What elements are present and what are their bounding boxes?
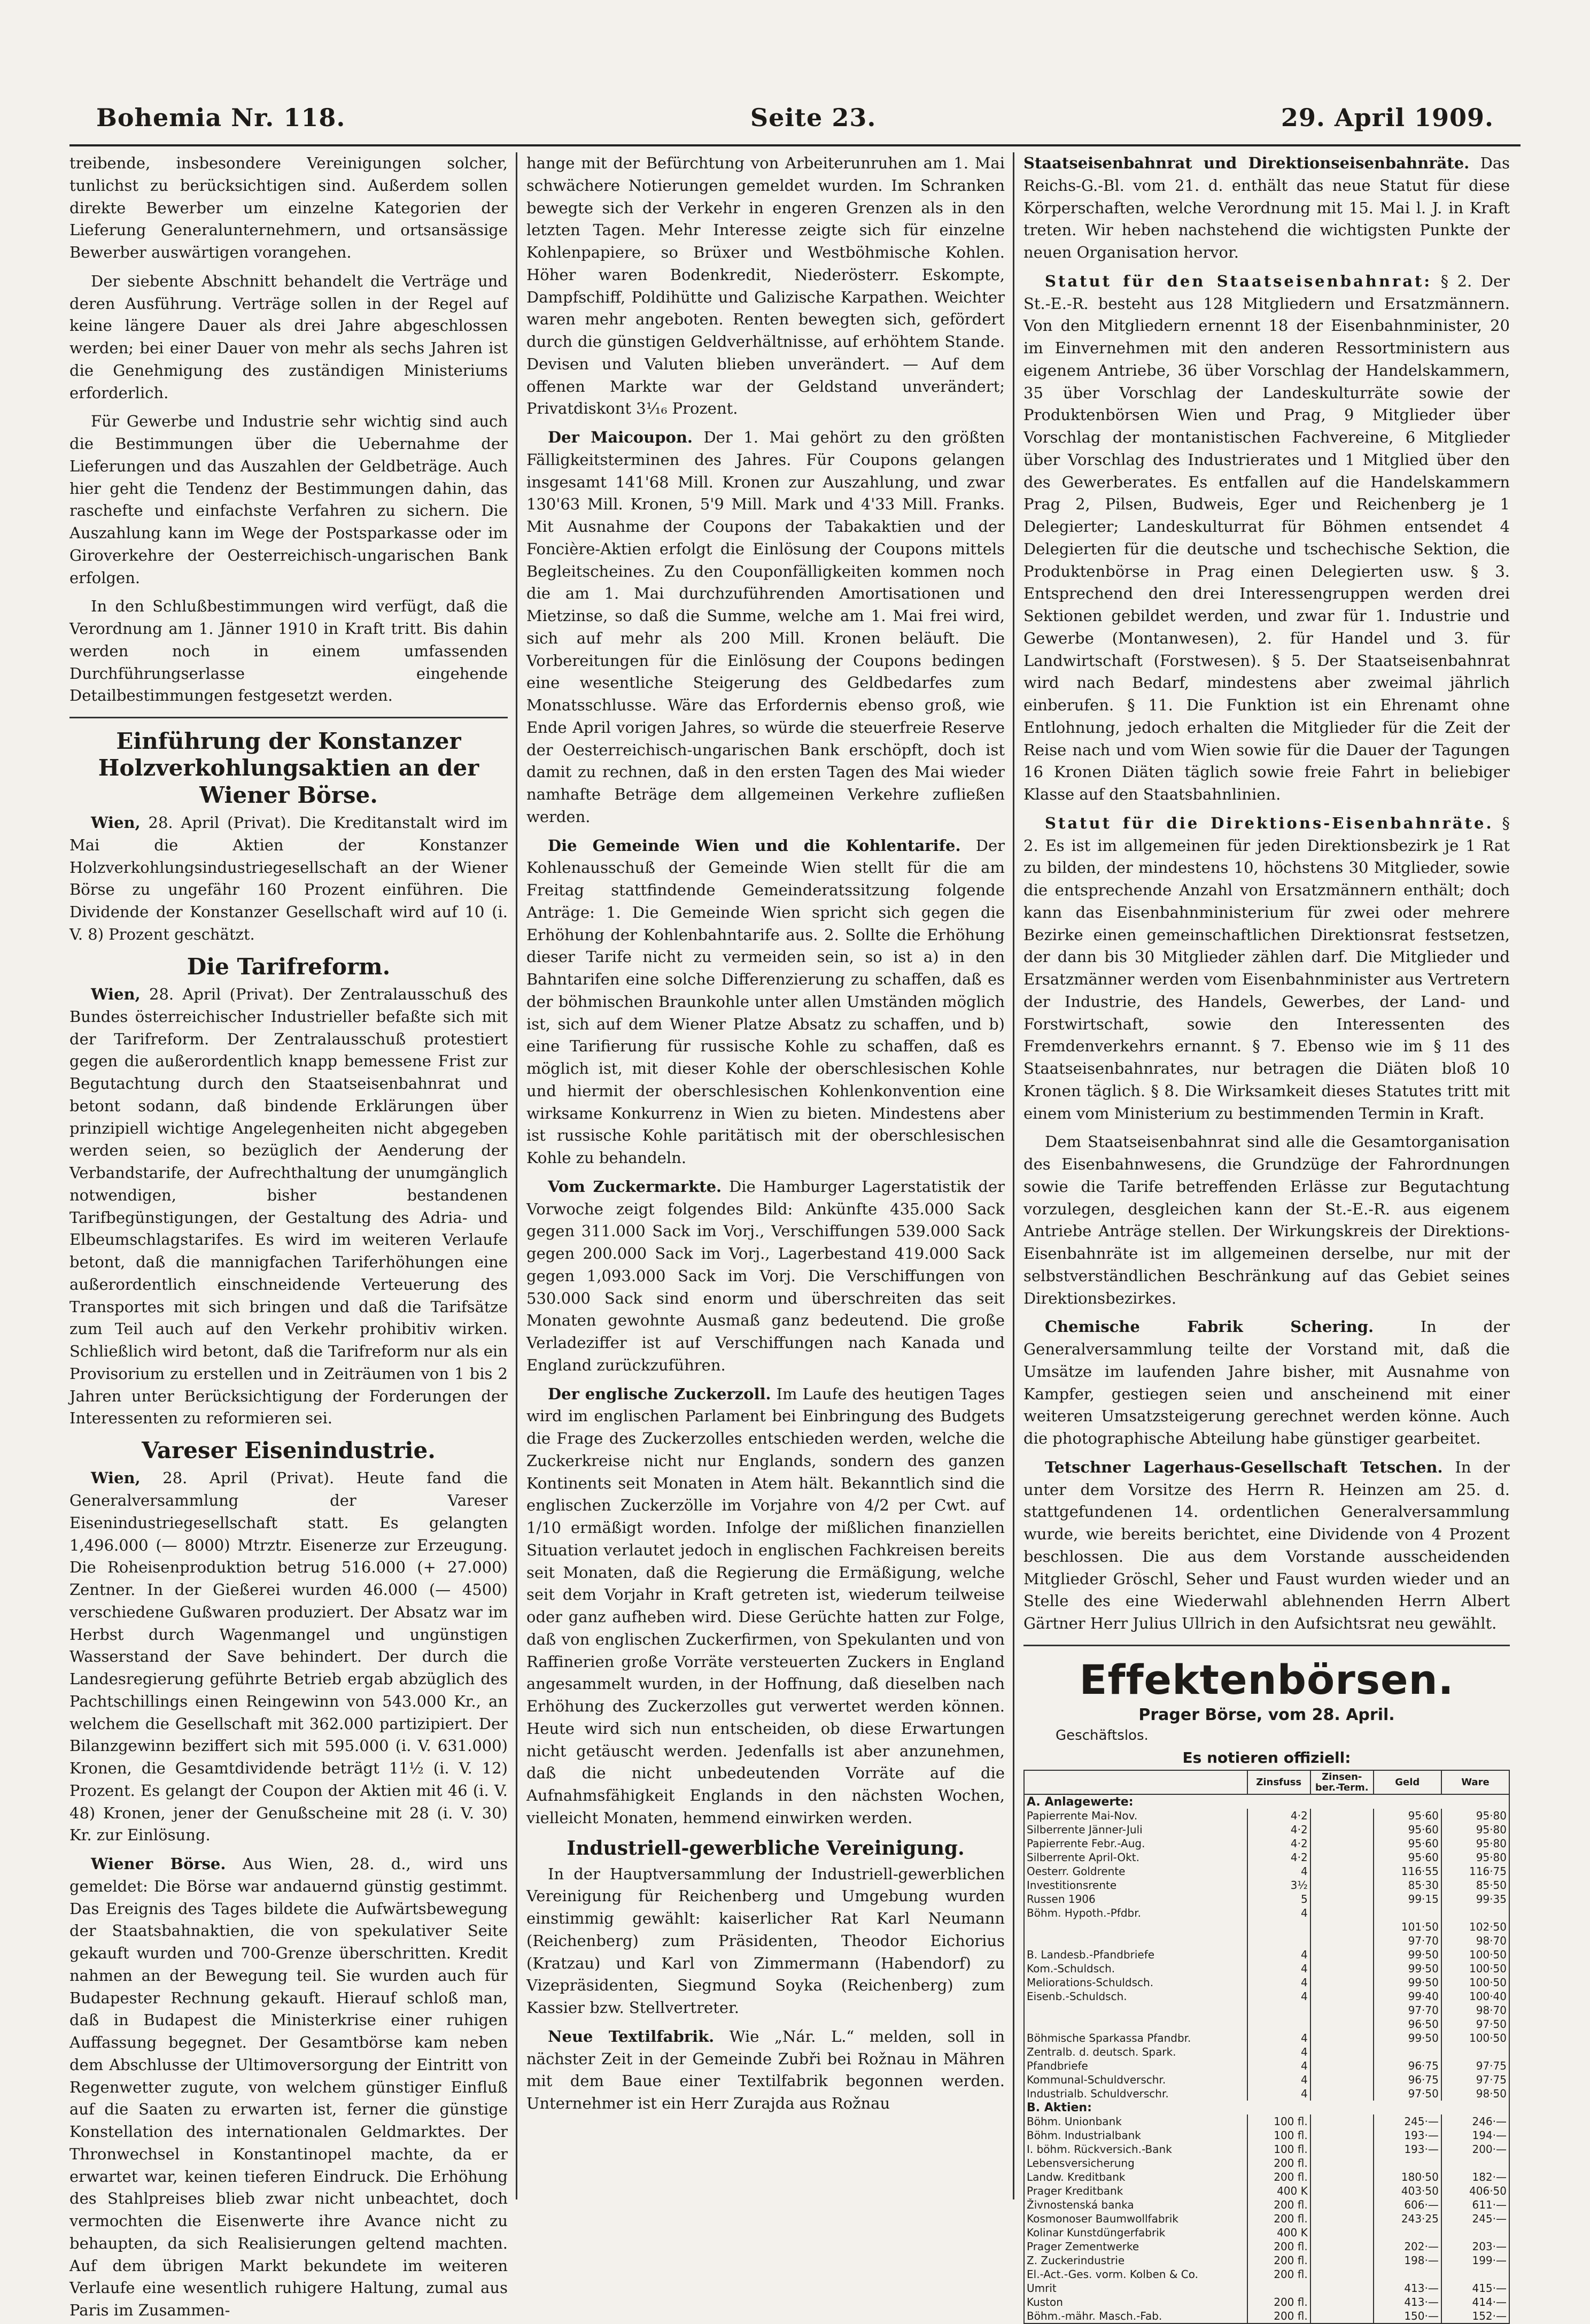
headline-vereinigung: Industriell-gewerbliche Vereinigung. xyxy=(567,1837,965,1860)
table-row xyxy=(1024,1892,1509,1906)
quote-geld: 193·— xyxy=(1374,2128,1441,2142)
quote-ware: 100·50 xyxy=(1441,1976,1509,1989)
security-term xyxy=(1310,1976,1374,1989)
security-name: Papierrente Mai-Nov. xyxy=(1024,1809,1247,1823)
table-row xyxy=(1024,2045,1509,2059)
security-term xyxy=(1310,2240,1374,2253)
security-rate: 4 xyxy=(1247,2087,1310,2101)
quote-geld: 96·50 xyxy=(1374,2017,1441,2031)
article-paragraph: In den Schlußbestimmungen wird verfügt, daß die Verordnung am 1. Jänner 1910 in Kraft tritt. Bis dahin werden noch in einem umfassenden Durchführungserlasse eingehende Detailbestimmungen festgesetzt werden. xyxy=(69,597,508,705)
quote-ware: 97·75 xyxy=(1441,2073,1509,2087)
security-rate: 400 K xyxy=(1247,2226,1310,2240)
security-name: Kolinar Kunstdüngerfabrik xyxy=(1024,2226,1247,2240)
article-lead: Chemische Fabrik Schering. xyxy=(1045,1318,1374,1336)
column-divider xyxy=(516,152,517,2199)
quote-ware: 100·50 xyxy=(1441,1948,1509,1962)
quote-ware: 194·— xyxy=(1441,2128,1509,2142)
col-header-term: Zinsen-ber.-Term. xyxy=(1310,1770,1374,1795)
security-term xyxy=(1310,1962,1374,1976)
security-term xyxy=(1310,2184,1374,2198)
quote-geld: 99·50 xyxy=(1374,1948,1441,1962)
article-lead: Der Maicoupon. xyxy=(548,428,693,446)
security-term xyxy=(1310,2281,1374,2295)
quote-ware xyxy=(1441,2156,1509,2170)
article-lead: Die Gemeinde Wien und die Kohlentarife. xyxy=(548,836,961,855)
article-paragraph: Für Gewerbe und Industrie sehr wichtig sind auch die Bestimmungen über die Uebernahme der Lieferungen und das Auszahlen der Geldbeträge. Auch hier geht die Tendenz der Bestimmungen dahin, das raschefte und einfachste Verfahren zu sichern. Die Auszahlung kann im Wege der Postsparkasse oder im Giroverkehre der Oesterreichisch-ungarischen Bank erfolgen. xyxy=(69,412,508,587)
article-paragraph: Der siebente Abschnitt behandelt die Verträge und deren Ausführung. Verträge sollen in der Regel auf keine längere Dauer als drei Jahre abgeschlossen werden; bei einer Dauer von mehr als sechs Jahren ist die Genehmigung des zuständigen Ministeriums erforderlich. xyxy=(69,272,508,402)
article-lead: Der englische Zuckerzoll. xyxy=(548,1384,771,1403)
security-term xyxy=(1310,2114,1374,2128)
security-rate: 4 xyxy=(1247,2031,1310,2045)
table-row xyxy=(1024,2295,1509,2309)
quote-geld: 85·30 xyxy=(1374,1878,1441,1892)
quote-ware xyxy=(1441,2267,1509,2281)
quote-geld xyxy=(1374,2045,1441,2059)
security-term xyxy=(1310,2295,1374,2309)
quote-geld: 99·40 xyxy=(1374,1989,1441,2003)
table-row xyxy=(1024,2003,1509,2017)
security-name xyxy=(1024,2017,1247,2031)
quote-geld: 99·50 xyxy=(1374,2031,1441,2045)
quote-geld: 95·60 xyxy=(1374,1837,1441,1850)
section-label: B. Aktien: xyxy=(1024,2101,1509,2114)
security-term xyxy=(1310,2226,1374,2240)
quote-ware: 199·— xyxy=(1441,2253,1509,2267)
dateline: Wien, xyxy=(91,814,141,832)
table-row xyxy=(1024,1920,1509,1934)
table-row xyxy=(1024,1809,1509,1823)
article-text: § 2. Es ist im allgemeinen für jeden Direktionsbezirk je 1 Rat zu bilden, der mindestens 10, höchstens 30 Mitglieder, sowie die entsprechende Anzahl von Ersatzmännern enthält; doch kann das Eisenbahnministerium für zwei oder mehrere Bezirke einen gemeinschaftlichen Direktionsrat festsetzen, der dann bis 30 Mitglieder zählen darf. Die Mitglieder und Ersatzmänner werden vom Eisenbahnminister aus Vertretern der Industrie, des Handels, Gewerbes, der Land- und Forstwirtschaft, sowie den Interessenten des Fremdenverkehrs ernannt. § 7. Ebenso wie im § 11 des Staatseisenbahnrates, nur betragen die Diäten bloß 10 Kronen täglich. § 8. Die Wirksamkeit dieses Statutes tritt mit einem vom Ministerium zu bestimmenden Termin in Kraft. xyxy=(1023,814,1510,1122)
security-rate: 100 fl. xyxy=(1247,2128,1310,2142)
security-name: Kuston xyxy=(1024,2295,1247,2309)
quote-ware xyxy=(1441,2226,1509,2240)
quote-geld: 606·— xyxy=(1374,2198,1441,2212)
quote-ware: 98·70 xyxy=(1441,1934,1509,1948)
security-name: Z. Zuckerindustrie xyxy=(1024,2253,1247,2267)
headline-konstanzer: Einführung der Konstanzer Holzverkohlungsaktien an der Wiener Börse. xyxy=(98,728,479,808)
table-row xyxy=(1024,1850,1509,1864)
quote-geld: 95·60 xyxy=(1374,1850,1441,1864)
security-term xyxy=(1310,1989,1374,2003)
table-row xyxy=(1024,2114,1509,2128)
quote-geld xyxy=(1374,2156,1441,2170)
issue-label: Bohemia Nr. 118. xyxy=(96,103,346,132)
security-rate: 4·2 xyxy=(1247,1823,1310,1837)
article-text: Das Reichs-G.-Bl. vom 21. d. enthält das neue Statut für diese Körperschaften, welche Verordnung mit 15. Mai l. J. in Kraft treten. Wir heben nachstehend die wichtigsten Punkte der neuen Organisation hervor. xyxy=(1023,154,1510,261)
security-term xyxy=(1310,1864,1374,1878)
security-name xyxy=(1024,1934,1247,1948)
security-name: Böhm. Unionbank xyxy=(1024,2114,1247,2128)
quote-ware: 99·35 xyxy=(1441,1892,1509,1906)
security-term xyxy=(1310,2212,1374,2226)
quote-ware: 97·75 xyxy=(1441,2059,1509,2073)
table-row xyxy=(1024,1837,1509,1850)
table-row xyxy=(1024,2031,1509,2045)
column-2 xyxy=(526,152,1005,2199)
dateline: Wien, xyxy=(91,1469,141,1488)
security-name: Eisenb.-Schuldsch. xyxy=(1024,1989,1247,2003)
boersen-official: Es notieren offiziell: xyxy=(1182,1748,1351,1767)
article-text: 28. April (Privat). Die Kreditanstalt wird im Mai die Aktien der Konstanzer Holzverkohlungsindustriegesellschaft an der Wiener Börse zu ungefähr 160 Prozent einführen. Die Dividende der Konstanzer Gesellschaft wird auf 10 (i. V. 8) Prozent geschätzt. xyxy=(69,814,508,943)
quote-geld: 95·60 xyxy=(1374,1809,1441,1823)
quote-ware: 182·— xyxy=(1441,2170,1509,2184)
quote-ware: 100·40 xyxy=(1441,1989,1509,2003)
article-text: In der unter dem Vorsitze des Herrn R. Heinzen am 25. d. stattgefundenen 14. ordentlichen Generalversammlung wurde, wie bereits berichtet, eine Dividende von 4 Prozent beschlossen. Die aus dem Vorstande ausscheidenden Mitglieder Gröschl, Seher und Faust wurden wieder und an Stelle des eine Wiederwahl ablehnenden Herrn Albert Gärtner Herr Julius Ullrich in den Aufsichtsrat neu gewählt. xyxy=(1023,1458,1510,1632)
article-paragraph: Dem Staatseisenbahnrat sind alle die Gesamtorganisation des Eisenbahnwesens, die Grundzüge der Fahrordnungen sowie die Tarife betreffenden Erlässe zur Begutachtung vorzulegen, desgleichen kann der St.-E.-R. aus eigenem Antriebe Anträge stellen. Der Wirkungskreis der Direktions-Eisenbahnräte ist im allgemeinen derselbe, nur mit der selbstverständlichen Beschränkung auf das Gebiet seines Direktionsbezirkes. xyxy=(1023,1133,1510,1307)
article-text: Wie „Nár. L.“ melden, soll in nächster Zeit in der Gemeinde Zubři bei Rožnau in Mähren mit dem Baue einer Textilfabrik begonnen werden. Unternehmer ist ein Herr Zurajda aus Rožnau xyxy=(526,2027,1005,2113)
security-term xyxy=(1310,2142,1374,2156)
table-row xyxy=(1024,1976,1509,1989)
security-name: Investitionsrente xyxy=(1024,1878,1247,1892)
security-term xyxy=(1310,2267,1374,2281)
security-rate xyxy=(1247,1920,1310,1934)
table-row xyxy=(1024,2212,1509,2226)
quotes-header-row xyxy=(1024,1770,1509,1795)
quote-ware: 414·— xyxy=(1441,2295,1509,2309)
column-divider xyxy=(1013,152,1014,2199)
quote-ware: 85·50 xyxy=(1441,1878,1509,1892)
article-paragraph: hange mit der Befürchtung von Arbeiterunruhen am 1. Mai schwächere Notierungen gemeldet wurden. Im Schranken bewegte sich der Verkehr in engeren Grenzen als in den letzten Tagen. Mehr Interesse zeigte sich für einzelne Kohlenpapiere, so Brüxer und Westböhmische Kohlen. Höher waren Bodenkredit, Niederösterr. Eskompte, Dampfschiff, Poldihütte und Galizische Karpathen. Weichter waren mehr angeboten. Renten bewegten sich, gefördert durch die günstigen Geldverhältnisse, auf erhöhtem Stande. Devisen und Valuten blieben unverändert. — Auf dem offenen Markte war der Geldstand unverändert; Privatdiskont 3⅟₁₆ Prozent. xyxy=(526,154,1005,418)
quote-geld: 97·70 xyxy=(1374,1934,1441,1948)
security-term xyxy=(1310,2045,1374,2059)
quote-ware: 245·— xyxy=(1441,2212,1509,2226)
article-paragraph: In der Hauptversammlung der Industriell-gewerblichen Vereinigung für Reichenberg und Umgebung wurden einstimmig gewählt: kaiserlicher Rat Karl Neumann (Reichenberg) zum Präsidenten, Theodor Eichorius (Kratzau) und Karl von Zimmermann (Habendorf) zu Vizepräsidenten, Siegmund Soyka (Reichenberg) zum Kassier bzw. Stellvertreter. xyxy=(526,1864,1005,2017)
issue-date: 29. April 1909. xyxy=(1281,103,1494,132)
security-term xyxy=(1310,2087,1374,2101)
section-rule xyxy=(69,717,508,718)
boersen-status: Geschäftslos. xyxy=(1056,1727,1149,1744)
quote-geld: 96·75 xyxy=(1374,2073,1441,2087)
header-rule xyxy=(69,144,1521,146)
security-term xyxy=(1310,1809,1374,1823)
security-rate xyxy=(1247,2281,1310,2295)
security-rate: 4 xyxy=(1247,2073,1310,2087)
security-name xyxy=(1024,2003,1247,2017)
security-rate: 4 xyxy=(1247,1864,1310,1878)
article-text: Der 1. Mai gehört zu den größten Fälligkeitsterminen des Jahres. Für Coupons gelangen insgesamt 141'68 Mill. Kronen zur Auszahlung, und zwar 130'63 Mill. Kronen, 5'9 Mill. Mark und 4'33 Mill. Franks. Mit Ausnahme der Coupons der Tabakaktien und der Foncière-Aktien erfolgt die Einlösung der Coupons mittels Begleitscheines. Zu den Couponfälligkeiten kommen noch die am 1. Mai durchzuführenden Amortisationen und Mietzinse, so daß die Summe, welche am 1. Mai frei wird, sich auf mehr als 200 Mill. Kronen beläuft. Die Vorbereitungen für die Einlösung der Coupons bedingen eine wesentliche Steigerung des Geldbedarfes zum Monatsschlusse. Wäre das Erfordernis ebenso groß, wie Ende April vorigen Jahres, so würde die steuerfreie Reserve der Oesterreichisch-ungarischen Bank erschöpft, doch ist damit zu rechnen, daß in den ersten Tagen des Mai wieder namhafte Beträge dem allgemeinen Verkehre zufließen werden. xyxy=(526,428,1005,826)
security-rate: 3½ xyxy=(1247,1878,1310,1892)
quote-ware: 98·50 xyxy=(1441,2087,1509,2101)
security-rate: 200 fl. xyxy=(1247,2295,1310,2309)
article-text: Die Hamburger Lagerstatistik der Vorwoche zeigt folgendes Bild: Ankünfte 435.000 Sack gegen 311.000 Sack im Vorj., Verschiffungen 539.000 Sack gegen 200.000 Sack im Vorj., Lagerbestand 419.000 Sack gegen 1,093.000 Sack im Vorj. Die Verschiffungen von 530.000 Sack sind enorm und überschreiten das seit Monaten gewohnte Ausmaß ganz bedeutend. Die große Verladeziffer ist auf Verschiffungen nach Kanada und England zurückzuführen. xyxy=(526,1177,1005,1374)
quote-geld: 193·— xyxy=(1374,2142,1441,2156)
headline-tarifreform: Die Tarifreform. xyxy=(187,953,391,980)
security-name: Zentralb. d. deutsch. Spark. xyxy=(1024,2045,1247,2059)
quote-geld xyxy=(1374,2267,1441,2281)
quote-ware xyxy=(1441,2045,1509,2059)
article-lead: Vom Zuckermarkte. xyxy=(548,1177,722,1196)
quote-geld: 96·75 xyxy=(1374,2059,1441,2073)
security-name: Landw. Kreditbank xyxy=(1024,2170,1247,2184)
table-row xyxy=(1024,2267,1509,2281)
table-row xyxy=(1024,2281,1509,2295)
quote-geld: 116·55 xyxy=(1374,1864,1441,1878)
security-rate: 5 xyxy=(1247,1892,1310,1906)
security-rate: 4 xyxy=(1247,1948,1310,1962)
table-row xyxy=(1024,2253,1509,2267)
security-name: Kommunal-Schuldverschr. xyxy=(1024,2073,1247,2087)
security-name: El.-Act.-Ges. vorm. Kolben & Co. xyxy=(1024,2267,1247,2281)
article-paragraph: treibende, insbesondere Vereinigungen solcher, tunlichst zu berücksichtigen sind. Außerdem sollen direkte Bewerber um einzelne Kategorien der Lieferung Generalunternehmern, und ortsansässige Bewerber auswärtigen vorangehen. xyxy=(69,154,508,261)
security-name: Umrit xyxy=(1024,2281,1247,2295)
quote-geld: 243·25 xyxy=(1374,2212,1441,2226)
statute-heading: Statut für den Staatseisenbahnrat: xyxy=(1045,272,1432,290)
security-term xyxy=(1310,1906,1374,1920)
quote-ware: 406·50 xyxy=(1441,2184,1509,2198)
quote-ware: 97·50 xyxy=(1441,2017,1509,2031)
table-row xyxy=(1024,2142,1509,2156)
security-rate: 100 fl. xyxy=(1247,2142,1310,2156)
security-term xyxy=(1310,2198,1374,2212)
security-rate: 4 xyxy=(1247,1989,1310,2003)
security-term xyxy=(1310,2170,1374,2184)
article-lead: Staatseisenbahnrat und Direktionseisenbahnräte. xyxy=(1023,154,1470,172)
security-term xyxy=(1310,2031,1374,2045)
security-term xyxy=(1310,1837,1374,1850)
table-row xyxy=(1024,1989,1509,2003)
article-text: 28. April (Privat). Der Zentralausschuß des Bundes österreichischer Industrieller befaßte sich mit der Tarifreform. Der Zentralausschuß protestiert gegen die außerordentlich knapp bemessene Frist zur Begutachtung durch den Staatseisenbahnrat und betont sodann, daß bindende Erklärungen über prinzipiell wichtige Angelegenheiten nicht abgegeben werden seien, so bezüglich der Aenderung der Verbandstarife, der Aufrechthaltung der unumgänglich notwendigen, bisher bestandenen Tarifbegünstigungen, der Gestaltung des Adria- und Elbeumschlagstarifes. Es wird im weiteren Verlaufe betont, daß die mannigfachen Tariferhöhungen eine außerordentlich einschneidende Verteuerung des Transportes mit sich bringen und daß die Tarifsätze zum Teil auch auf den Verkehr prohibitiv wirken. Schließlich wird betont, daß die Tarifreform nur als ein Provisorium zu erstellen und in Zeiträumen von 1 bis 2 Jahren unter Berücksichtigung der Forderungen der Interessenten zu reformieren sei. xyxy=(69,985,508,1428)
security-rate: 200 fl. xyxy=(1247,2309,1310,2323)
security-rate: 4·2 xyxy=(1247,1809,1310,1823)
col-header-name xyxy=(1024,1770,1247,1795)
security-name: B. Landesb.-Pfandbriefe xyxy=(1024,1948,1247,1962)
article-lead: Wiener Börse. xyxy=(91,1855,226,1873)
quote-geld: 198·— xyxy=(1374,2253,1441,2267)
quotes-table xyxy=(1023,1770,1510,2324)
quote-geld xyxy=(1374,2226,1441,2240)
quote-ware: 203·— xyxy=(1441,2240,1509,2253)
security-name: Oesterr. Goldrente xyxy=(1024,1864,1247,1878)
table-row xyxy=(1024,2059,1509,2073)
security-rate: 200 fl. xyxy=(1247,2267,1310,2281)
security-rate: 4 xyxy=(1247,1976,1310,1989)
security-term xyxy=(1310,2017,1374,2031)
security-term xyxy=(1310,2073,1374,2087)
table-row xyxy=(1024,1948,1509,1962)
security-name: Kom.-Schuldsch. xyxy=(1024,1962,1247,1976)
security-term xyxy=(1310,1850,1374,1864)
quote-ware: 98·70 xyxy=(1441,2003,1509,2017)
security-name: Kosmonoser Baumwollfabrik xyxy=(1024,2212,1247,2226)
security-term xyxy=(1310,1948,1374,1962)
security-term xyxy=(1310,2003,1374,2017)
table-row xyxy=(1024,2087,1509,2101)
security-name: Silberrente April-Okt. xyxy=(1024,1850,1247,1864)
quote-geld: 97·70 xyxy=(1374,2003,1441,2017)
page-number: Seite 23. xyxy=(750,103,877,132)
quote-ware: 100·50 xyxy=(1441,1962,1509,1976)
column-3 xyxy=(1023,152,1510,2323)
quote-ware xyxy=(1441,1906,1509,1920)
quote-geld: 413·— xyxy=(1374,2281,1441,2295)
quote-ware: 102·50 xyxy=(1441,1920,1509,1934)
table-row xyxy=(1024,2128,1509,2142)
table-row xyxy=(1024,2156,1509,2170)
security-rate: 4 xyxy=(1247,1906,1310,1920)
col-header-ware: Ware xyxy=(1441,1770,1509,1795)
security-name: Lebensversicherung xyxy=(1024,2156,1247,2170)
security-rate: 100 fl. xyxy=(1247,2114,1310,2128)
security-name: Pfandbriefe xyxy=(1024,2059,1247,2073)
quote-geld: 99·15 xyxy=(1374,1892,1441,1906)
security-rate: 200 fl. xyxy=(1247,2240,1310,2253)
quote-ware: 116·75 xyxy=(1441,1864,1509,1878)
quote-ware: 611·— xyxy=(1441,2198,1509,2212)
security-name: Industrialb. Schuldverschr. xyxy=(1024,2087,1247,2101)
table-row xyxy=(1024,2198,1509,2212)
security-term xyxy=(1310,2253,1374,2267)
table-section-row xyxy=(1024,2101,1509,2114)
quote-ware: 415·— xyxy=(1441,2281,1509,2295)
table-row xyxy=(1024,2240,1509,2253)
table-row xyxy=(1024,2170,1509,2184)
quote-geld: 180·50 xyxy=(1374,2170,1441,2184)
column-1 xyxy=(69,152,508,2320)
col-header-geld: Geld xyxy=(1374,1770,1441,1795)
quote-geld xyxy=(1374,1906,1441,1920)
boersen-title: Effektenbörsen. xyxy=(1079,1655,1454,1703)
article-text: § 2. Der St.-E.-R. besteht aus 128 Mitgliedern und Ersatzmännern. Von den Mitgliedern ernennt 18 der Eisenbahnminister, 20 im Einvernehmen mit den anderen Ressortministern aus eigenem Antriebe, 36 über Vorschlag der Handelskammern, 35 über Vorschlag der Landeskulturräte sowie der Produktenbörsen Wien und Prag, 9 Mitglieder über Vorschlag der montanistischen Fachvereine, 6 Mitglieder über Vorschlag des Industrierates und 1 Mitglied über den des Gewerberates. Es entfallen auf die Handelskammern Prag 2, Pilsen, Budweis, Eger und Reichenberg je 1 Delegierter; Landeskulturrat für Böhmen entsendet 4 Delegierten für die deutsche und tschechische Sektion, die Produktenbörse in Prag einen Delegierten usw. § 3. Entsprechend den drei Interessengruppen werden drei Sektionen gebildet werden, und zwar für 1. Industrie und Gewerbe (Montanwesen), 2. für Handel und 3. für Landwirtschaft (Forstwesen). § 5. Der Staatseisenbahnrat wird nach Bedarf, mindestens aber zweimal jährlich einberufen. § 11. Die Funktion ist ein Ehrenamt ohne Entlohnung, jedoch erhalten die Mitglieder für die Zeit der Reise nach und vom Wien sowie für die Dauer der Tagungen 16 Kronen Diäten täglich sowie freie Fahrt in beliebiger Klasse auf den Staatsbahnlinien. xyxy=(1023,272,1510,803)
article-lead: Tetschner Lagerhaus-Gesellschaft Tetschen. xyxy=(1045,1458,1443,1476)
security-rate: 200 fl. xyxy=(1247,2198,1310,2212)
quote-geld: 150·— xyxy=(1374,2309,1441,2323)
section-rule xyxy=(1023,1645,1510,1646)
table-row xyxy=(1024,1906,1509,1920)
statute-heading: Statut für die Direktions-Eisenbahnräte. xyxy=(1045,814,1494,832)
security-rate: 400 K xyxy=(1247,2184,1310,2198)
security-name: Böhm. Industrialbank xyxy=(1024,2128,1247,2142)
security-term xyxy=(1310,1934,1374,1948)
security-name: Živnostenská banka xyxy=(1024,2198,1247,2212)
security-name: Böhm.-mähr. Masch.-Fab. xyxy=(1024,2309,1247,2323)
security-term xyxy=(1310,2128,1374,2142)
quote-geld: 97·50 xyxy=(1374,2087,1441,2101)
security-rate: 200 fl. xyxy=(1247,2253,1310,2267)
quote-geld: 101·50 xyxy=(1374,1920,1441,1934)
quote-geld: 95·60 xyxy=(1374,1823,1441,1837)
security-name: Papierrente Febr.-Aug. xyxy=(1024,1837,1247,1850)
security-term xyxy=(1310,1823,1374,1837)
quote-geld: 99·50 xyxy=(1374,1962,1441,1976)
quote-geld: 413·— xyxy=(1374,2295,1441,2309)
table-row xyxy=(1024,1864,1509,1878)
table-row xyxy=(1024,1823,1509,1837)
security-name: Silberrente Jänner-Juli xyxy=(1024,1823,1247,1837)
security-name: Böhm. Hypoth.-Pfdbr. xyxy=(1024,1906,1247,1920)
table-row xyxy=(1024,2017,1509,2031)
article-lead: Neue Textilfabrik. xyxy=(548,2027,715,2046)
security-term xyxy=(1310,2156,1374,2170)
table-row xyxy=(1024,1878,1509,1892)
article-text: Aus Wien, 28. d., wird uns gemeldet: Die Börse war andauernd günstig gestimmt. Das Ereignis des Tages bildete die Aufwärtsbewegung der Staatsbahnaktien, die von spekulativer Seite gekauft wurden und 700-Grenze überschritten. Kredit nahmen an der Bewegung teil. Sie wurden auch für Budapester Rechnung gekauft. Hierauf schloß man, daß in Budapest die Ministerkrise einer ruhigen Auffassung begegnet. Der Gesamtbörse kam neben dem Abschlusse der Ultimoversorgung der Eintritt von Regenwetter zugute, von welchem günstiger Einfluß auf die Saaten zu erwarten ist, ferner die günstige Konstellation des internationalen Geldmarktes. Der Thronwechsel in Konstantinopel machte, da er erwartet war, keinen tieferen Eindruck. Die Erhöhung des Stahlpreises blieb zwar nicht unbeachtet, doch vermochten die Eisenwerte ihre Avance nicht zu behaupten, da sich Realisierungen geltend machten. Auf dem übrigen Markt bekundete im weiteren Verlaufe eine wesentlich ruhigere Haltung, zumal aus Paris im Zusammen- xyxy=(69,1855,508,2320)
table-section-row xyxy=(1024,1794,1509,1809)
security-rate: 200 fl. xyxy=(1247,2170,1310,2184)
quote-ware: 200·— xyxy=(1441,2142,1509,2156)
security-rate: 4 xyxy=(1247,1962,1310,1976)
quotes-body xyxy=(1024,1794,1509,2323)
security-rate: 200 fl. xyxy=(1247,2212,1310,2226)
quote-ware: 95·80 xyxy=(1441,1850,1509,1864)
quote-geld: 403·50 xyxy=(1374,2184,1441,2198)
headline-vareser: Vareser Eisenindustrie. xyxy=(142,1437,436,1464)
quote-ware: 95·80 xyxy=(1441,1837,1509,1850)
article-text: 28. April (Privat). Heute fand die Generalversammlung der Vareser Eisenindustriegesellschaft statt. Es gelangten 1,496.000 (— 8000) Mtrztr. Eisenerze zur Erzeugung. Die Roheisenproduktion betrug 516.000 (+ 27.000) Zentner. In der Gießerei wurden 46.000 (— 4500) verschiedene Gußwaren produziert. Der Absatz war im Herbst durch Wagenmangel und ungünstigen Wasserstand der Save behindert. Der durch die Landesregierung geführte Betrieb ergab abzüglich des Pachtschillings einen Reingewinn von 543.000 Kr., an welchem die Gesellschaft mit 362.000 partizipiert. Der Bilanzgewinn beziffert sich mit 595.000 (i. V. 631.000) Kronen, die Gesamtdividende beträgt 11½ (i. V. 12) Prozent. Es gelangt der Coupon der Aktien mit 46 (i. V. 48) Kronen, jener der Genußscheine mit 28 (i. V. 30) Kr. zur Einlösung. xyxy=(69,1469,508,1845)
quote-geld: 245·— xyxy=(1374,2114,1441,2128)
quote-ware: 100·50 xyxy=(1441,2031,1509,2045)
dateline: Wien, xyxy=(91,985,141,1004)
security-rate xyxy=(1247,2017,1310,2031)
quote-ware: 95·80 xyxy=(1441,1823,1509,1837)
quote-ware: 152·— xyxy=(1441,2309,1509,2323)
table-row xyxy=(1024,1934,1509,1948)
table-row xyxy=(1024,2226,1509,2240)
article-text: Der Kohlenausschuß der Gemeinde Wien stellt für die am Freitag stattfindende Gemeinderatssitzung folgende Anträge: 1. Die Gemeinde Wien spricht sich gegen die Erhöhung der Kohlenbahntarife aus. 2. Sollte die Erhöhung dieser Tarife nicht zu vermeiden sein, so ist a) in den Bahntarifen eine solche Differenzierung zu schaffen, daß es der böhmischen Braunkohle unter allen Umständen möglich ist, sich auf dem Wiener Platze Absatz zu schaffen, und b) eine Tarifierung für russische Kohle zu schaffen, daß es möglich ist, mit dieser Kohle der oberschlesischen Kohle und hiermit der oberschlesischen Kohlenkonvention eine wirksame Konkurrenz in Wien zu bieten. Mindestens aber ist russische Kohle paritätisch mit der oberschlesischen Kohle zu behandeln. xyxy=(526,836,1005,1167)
running-head xyxy=(96,102,1494,134)
table-row xyxy=(1024,2309,1509,2323)
article-text: Im Laufe des heutigen Tages wird im englischen Parlament bei Einbringung des Budgets die Frage des Zuckerzolles entschieden werden, welche die Zuckerkreise nicht nur Englands, sondern des ganzen Kontinents seit Monaten in Atem hält. Bekanntlich sind die englischen Zuckerzölle im Vorjahre von 4/2 per Cwt. auf 1/10 ermäßigt worden. Infolge der mißlichen finanziellen Situation verlautet jedoch in englischen Fachkreisen bereits seit Monaten, daß die Regierung die Ermäßigung, welche seit dem Vorjahr in Kraft getreten ist, wiederum teilweise oder ganz aufheben wird. Diese Gerüchte hatten zur Folge, daß von englischen Zuckerfirmen, von Spekulanten und von Raffinerien große Vorräte versteuerten Zuckers in England angesammelt wurden, in der Hoffnung, daß dieselben nach Erhöhung des Zuckerzolles gut verwertet werden können. Heute wird sich nun entscheiden, ob diese Erwartungen nicht getäuscht werden. Jedenfalls ist aber anzunehmen, daß die nicht unbedeutenden Vorräte auf die Aufnahmsfähigkeit Englands in den nächsten Wochen, vielleicht Monaten, hemmend einwirken werden. xyxy=(526,1384,1005,1827)
security-rate: 4·2 xyxy=(1247,1850,1310,1864)
section-label: A. Anlagewerte: xyxy=(1024,1794,1509,1809)
article-text: In der Generalversammlung teilte der Vorstand mit, daß die Umsätze im laufenden Jahre bisher, mit Ausnahme von Kampfer, gestiegen seien und anscheinend mit einer weiteren Umsatzsteigerung gerechnet werden könne. Auch die photographische Abteilung habe günstiger gearbeitet. xyxy=(1023,1318,1510,1447)
security-term xyxy=(1310,1920,1374,1934)
table-row xyxy=(1024,2184,1509,2198)
security-rate xyxy=(1247,2003,1310,2017)
col-header-zinsfuss: Zinsfuss xyxy=(1247,1770,1310,1795)
security-name xyxy=(1024,1920,1247,1934)
security-rate xyxy=(1247,1934,1310,1948)
security-name: Meliorations-Schuldsch. xyxy=(1024,1976,1247,1989)
security-term xyxy=(1310,1892,1374,1906)
security-name: I. böhm. Rückversich.-Bank xyxy=(1024,2142,1247,2156)
security-rate: 200 fl. xyxy=(1247,2156,1310,2170)
security-term xyxy=(1310,2059,1374,2073)
security-name: Russen 1906 xyxy=(1024,1892,1247,1906)
quote-ware: 246·— xyxy=(1441,2114,1509,2128)
security-rate: 4·2 xyxy=(1247,1837,1310,1850)
quote-ware: 95·80 xyxy=(1441,1809,1509,1823)
security-term xyxy=(1310,1878,1374,1892)
security-name: Prager Kreditbank xyxy=(1024,2184,1247,2198)
table-row xyxy=(1024,2073,1509,2087)
security-rate: 4 xyxy=(1247,2045,1310,2059)
table-row xyxy=(1024,1962,1509,1976)
boersen-subtitle: Prager Börse, vom 28. April. xyxy=(1138,1705,1395,1724)
security-rate: 4 xyxy=(1247,2059,1310,2073)
security-name: Böhmische Sparkassa Pfandbr. xyxy=(1024,2031,1247,2045)
quote-geld: 202·— xyxy=(1374,2240,1441,2253)
quote-geld: 99·50 xyxy=(1374,1976,1441,1989)
security-term xyxy=(1310,2309,1374,2323)
security-name: Prager Zementwerke xyxy=(1024,2240,1247,2253)
